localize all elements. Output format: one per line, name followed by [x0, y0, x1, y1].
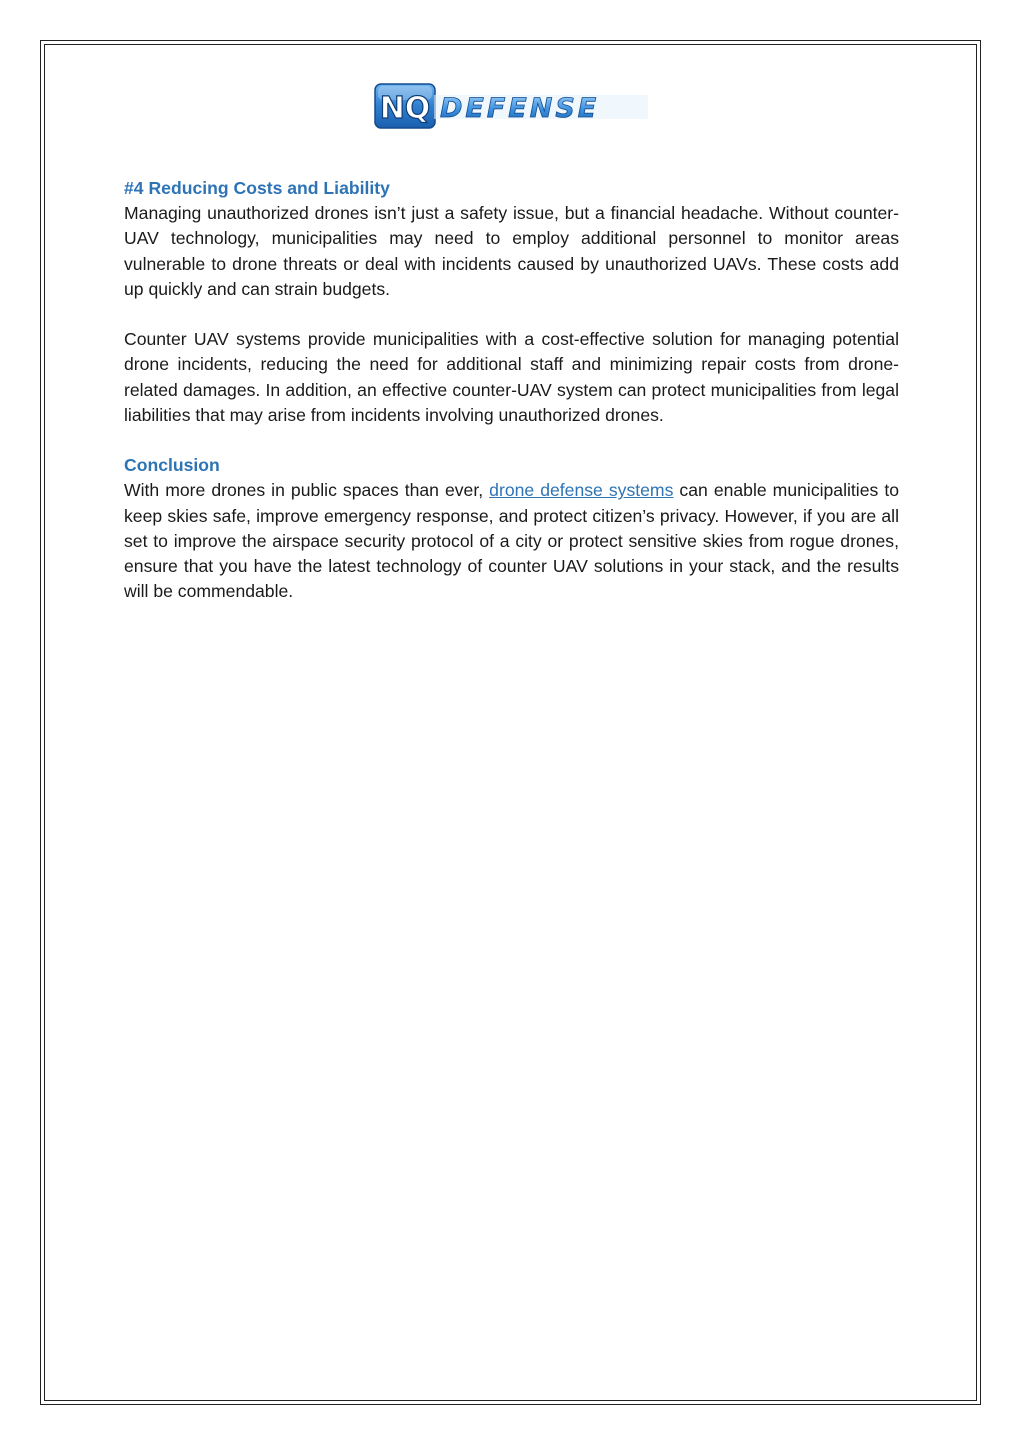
paragraph-costs-2: Counter UAV systems provide municipalities with a cost-effective solution for managing potential drone incidents, reducing the need for additional staff and minimizing repair costs from drone-related damages. In addition, an effective counter-UAV system can protect municipalities from legal liabilities that may arise from incidents involving unauthorized drones.	[124, 329, 899, 425]
document-body	[124, 176, 899, 604]
svg-text:DEFENSE: DEFENSE	[440, 93, 600, 124]
section-heading-reducing-costs: #4 Reducing Costs and Liability	[124, 178, 390, 198]
conclusion-text-end: can enable municipalities to keep skies safe, improve emergency response, and protect citizen’s privacy. However, if you are all set to improve the airspace security protocol of a city or protect sensitive skies from rogue drones, ensure that you have the latest technology of counter UAV solutions in your stack, and the results will be commendable.	[124, 480, 900, 602]
paragraph-spacer	[124, 428, 899, 453]
paragraph-conclusion	[124, 478, 899, 604]
nq-defense-logo	[374, 82, 650, 130]
svg-text:NQ: NQ	[379, 91, 431, 126]
conclusion-text-start: With more drones in public spaces than ever,	[124, 480, 490, 501]
section-heading-conclusion: Conclusion	[124, 455, 220, 476]
paragraph-costs-1: Managing unauthorized drones isn’t just a safety issue, but a financial headache. Without counter-UAV technology, municipalities may need to employ additional personnel to monitor areas vulnerable to drone threats or deal with incidents caused by unauthorized UAVs. These costs add up quickly and can strain budgets.	[124, 203, 899, 299]
drone-defense-systems-link[interactable]: drone defense systems	[489, 480, 674, 501]
paragraph-spacer	[124, 302, 899, 327]
